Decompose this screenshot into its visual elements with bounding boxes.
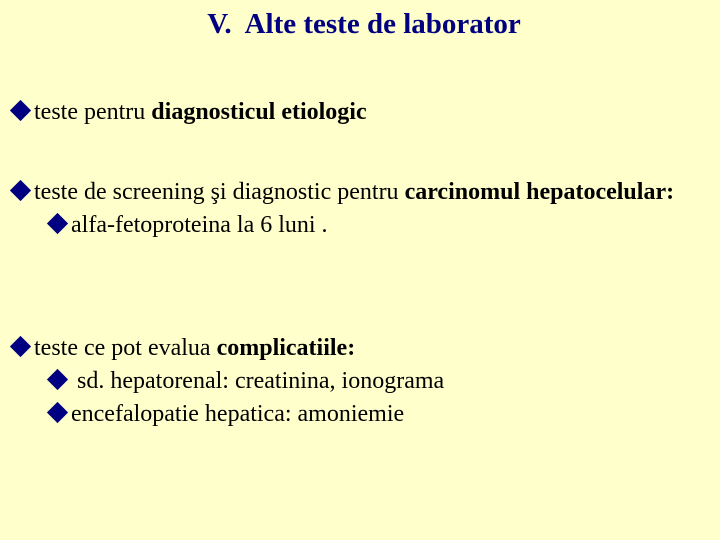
sub-bullet-text: alfa-fetoproteina la 6 luni . [71,212,328,238]
bullet-text: teste pentru [34,99,152,125]
diamond-bullet-icon [10,100,31,121]
bullet-text-bold: carcinomul hepatocelular: [404,179,675,205]
diamond-bullet-icon [10,336,31,357]
bullet-item-screening [9,176,706,242]
bullet-text-bold: complicatiile: [216,335,356,361]
sub-bullet-text: sd. hepatorenal: creatinina, ionograma [71,368,445,394]
diamond-bullet-icon [10,180,31,201]
sub-bullet-item [9,209,706,242]
diamond-bullet-icon [47,369,68,390]
diamond-bullet-icon [47,402,68,423]
sub-bullet-item [9,398,706,431]
bullet-text-bold: diagnosticul etiologic [151,99,367,125]
bullet-item-etiologic [9,96,706,129]
diamond-bullet-icon [47,213,68,234]
sub-bullet-text: encefalopatie hepatica: amoniemie [71,401,405,427]
bullet-item-complicatii [9,332,706,431]
sub-bullet-item [9,365,706,398]
bullet-text: teste ce pot evalua [34,335,217,361]
slide-title: V. Alte teste de laborator [207,8,521,40]
bullet-text: teste de screening şi diagnostic pentru [34,179,405,205]
